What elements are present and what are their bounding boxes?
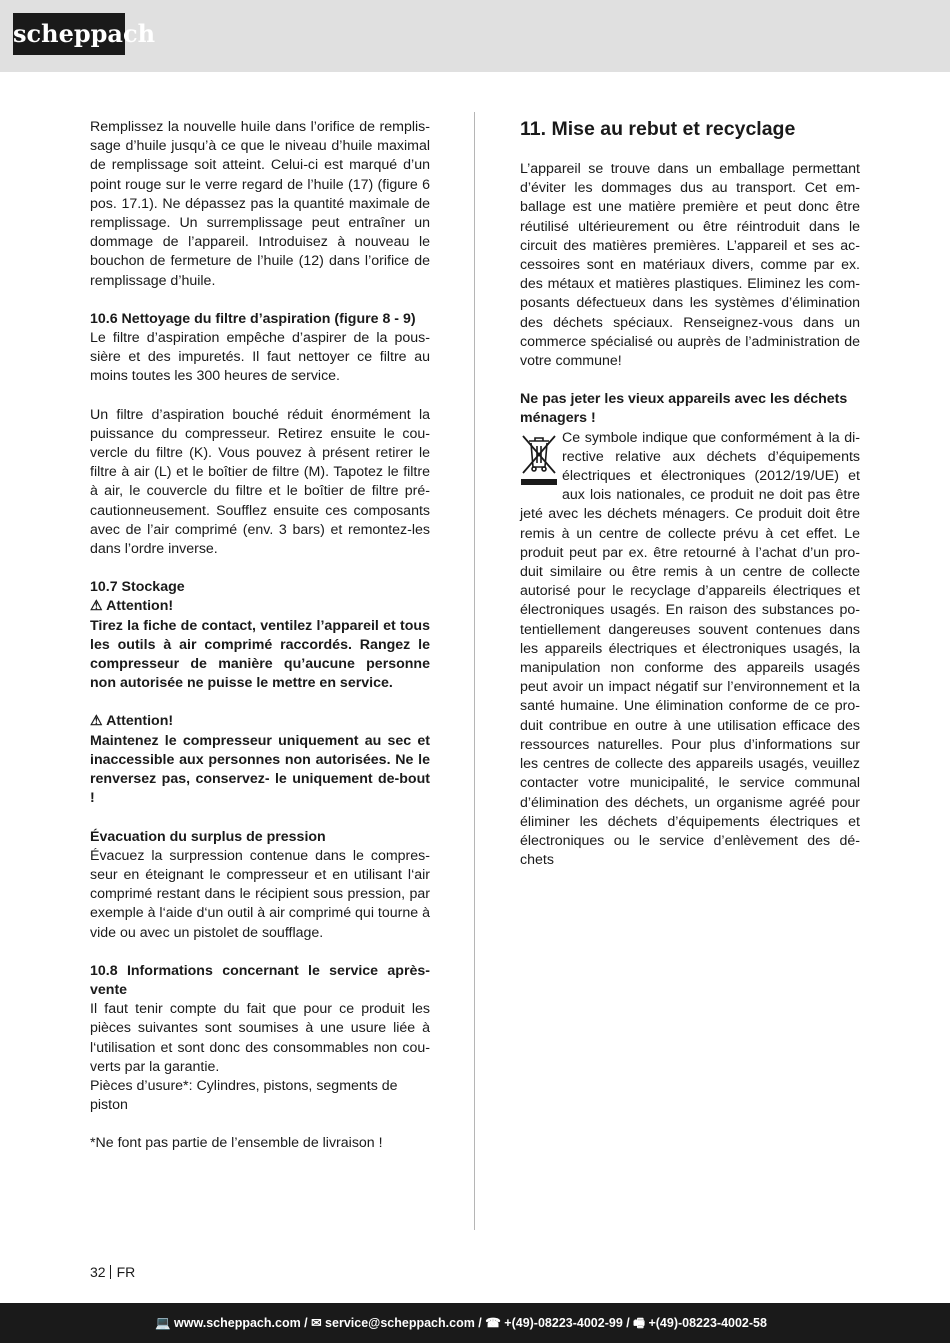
section-10-7-heading: 10.7 Stockage — [90, 579, 185, 596]
section-10-6-paragraph-1: Le filtre d’aspiration empêche d’aspirer de la pous-sière et des impuretés. Il faut nettoyer ce filtre au moins toutes les 300 heures de service. — [90, 330, 430, 385]
footer-contact-line: 💻 www.scheppach.com / ✉ service@scheppach.com / ☎ +(49)-08223-4002-99 / 🖷 +(49)-08223-4002-58 — [155, 1316, 767, 1330]
oil-fill-paragraph: Remplissez la nouvelle huile dans l’orifice de remplis-sage d’huile jusqu’à ce que le niveau d’huile maximal de remplissage soit atteint. Celui-ci est marqué d’un point rouge sur le verre regard de l’huile (17) (figure 6 pos. 17.1). Ne dépassez pas la quantité maximale de remplissage. Un surremplissage peut entraîner un dommage de l’appareil. Introduisez à nouveau le bouchon de fermeture de l’huile (12) dans l’orifice de remplissage d’huile. — [90, 119, 430, 289]
page-number — [90, 1264, 135, 1280]
section-11-heading: 11. Mise au rebut et recyclage — [520, 118, 796, 140]
attention-label-2: ⚠ Attention! — [90, 713, 174, 730]
right-column — [520, 118, 860, 870]
disposal-paragraph: L’appareil se trouve dans un emballage permettant d’éviter les dommages dus au transport. Cet em-ballage est une matière première et peut donc être réutilisé ultérieurement ou être réintroduit dans le circuit des matières premières. L’appareil et ses ac-cessoires sont en matériaux divers, comme par ex. des métaux et matières plastiques. Eliminez les com-posants défectueux dans les systèmes d’élimination des déchets spéciaux. Renseignez-vous dans un commerce spécialisé ou auprès de l’administration de votre commune! — [520, 161, 860, 370]
section-10-6-heading: 10.6 Nettoyage du filtre d’aspiration (figure 8 - 9) — [90, 310, 416, 327]
delivery-note: *Ne font pas partie de l’ensemble de livraison ! — [90, 1135, 383, 1152]
attention-label-1: ⚠ Attention! — [90, 598, 174, 615]
pressure-evacuation-paragraph: Évacuez la surpression contenue dans le compres-seur en éteignant le compresseur et en utilisant l‘air comprimé restant dans le récipient sous pression, par exemple à l‘aide d‘un outil à air comprimé qui tourne à vide ou avec un pistolet de soufflage. — [90, 847, 430, 941]
section-10-8-paragraph: Il faut tenir compte du fait que pour ce produit les pièces suivantes sont soumises à une usure liée à l‘utilisation et sont donc des consommables non cou-verts par la garantie. — [90, 1001, 430, 1075]
header-bar — [0, 0, 950, 72]
scheppach-logo: scheppach — [13, 13, 125, 55]
household-waste-heading: Ne pas jeter les vieux appareils avec les déchets ménagers ! — [520, 391, 848, 427]
wear-parts-line: Pièces d’usure*: Cylindres, pistons, segments de piston — [90, 1077, 398, 1114]
storage-warning-2: Maintenez le compresseur uniquement au sec et inaccessible aux personnes non autorisées. Ne le renversez pas, conservez- le uniquement de-bout ! — [90, 732, 430, 807]
storage-warning-1: Tirez la fiche de contact, ventilez l’appareil et tous les outils à air comprimé raccordés. Rangez le compresseur de manière qu’aucune personne non autorisée ne puisse le mettre en service. — [90, 617, 430, 692]
section-10-6-paragraph-2: Un filtre d’aspiration bouché réduit énormément la puissance du compresseur. Retirez ensuite le cou-vercle du filtre (K). Vous pouvez à présent retirer le filtre à air (L) et le boîtier de filtre (M). Tapotez le filtre à air, le couvercle du filtre et le boîtier de filtre pré-cautionneusement. Soufflez ensuite ces composants avec de l’air comprimé (env. 3 bars) et remontez-les dans l’ordre inverse. — [90, 406, 430, 558]
page-language: FR — [116, 1264, 136, 1280]
page-number-value: 32 — [90, 1264, 106, 1280]
footer-bar — [0, 1303, 950, 1343]
section-10-8-heading: 10.8 Informations concernant le service après-vente — [90, 962, 430, 998]
weee-paragraph: Ce symbole indique que conformément à la di-rective relative aux déchets d’équipements électriques et électroniques (2012/19/UE) et aux lois nationales, ce produit ne doit pas être jeté avec les déchets ménagers. Ce produit doit être remis à un centre de collecte prévu à cet effet. Le produit peut par ex. être retourné à l’achat d’un pro-duit similaire ou être remis à un centre de collecte autorisé pour le recyclage d’appareils électriques et électroniques usagés. En raison des substances po-tentiellement dangereuses souvent contenues dans les appareils électriques et électroniques usagés, la manipulation non conforme des appareils usagés peut avoir un impact négatif sur l’environnement et la santé humaine. Une élimination conforme de ce pro-duit contribue en outre à une utilisation efficace des ressources naturelles. Pour plus d’informations sur les centres de collecte des appareils usagés, veuillez contacter votre municipalité, le service communal d’élimination des déchets, un organisme agréé pour éliminer les déchets d’équipements électriques et électroniques ou le service d’enlèvement des dé-chets — [520, 429, 860, 869]
crossed-out-bin-icon — [520, 431, 558, 489]
column-divider — [474, 112, 475, 1230]
left-column — [90, 118, 430, 1154]
pressure-evacuation-heading: Évacuation du surplus de pression — [90, 828, 326, 845]
page-number-separator — [110, 1265, 111, 1279]
